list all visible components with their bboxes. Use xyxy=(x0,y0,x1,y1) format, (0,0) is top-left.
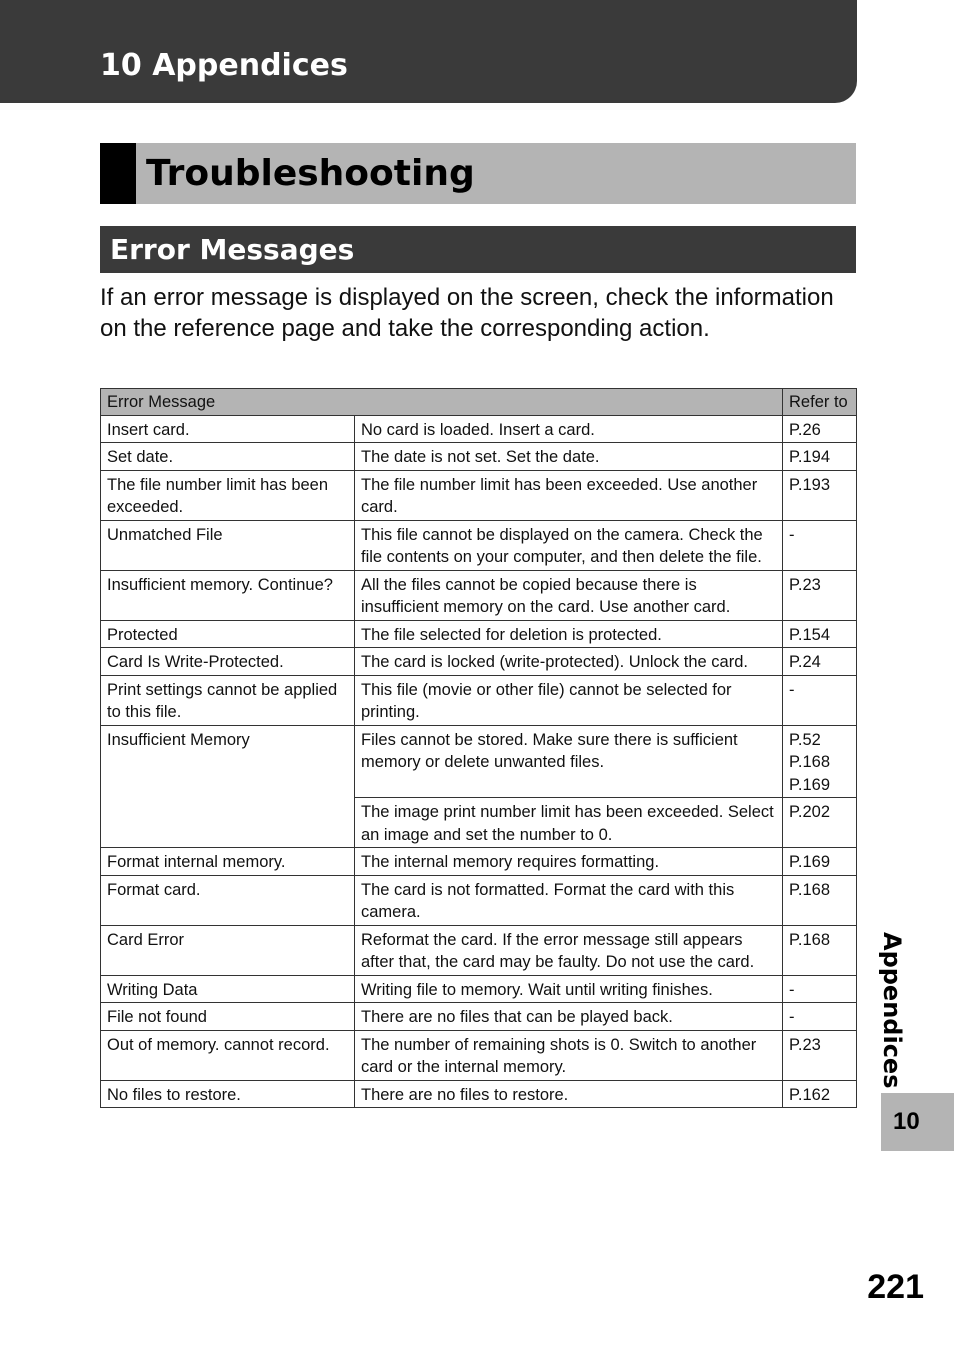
table-row xyxy=(101,570,857,620)
description-cell: The date is not set. Set the date. xyxy=(355,443,783,471)
header-error-message: Error Message xyxy=(101,389,783,416)
table-row xyxy=(101,875,857,925)
description-cell: All the files cannot be copied because there is insufficient memory on the card. Use another card. xyxy=(355,570,783,620)
error-message-cell: File not found xyxy=(101,1003,355,1031)
refer-to-cell: P.168 xyxy=(783,925,857,975)
refer-to-cell: P.168 xyxy=(783,875,857,925)
table-row xyxy=(101,443,857,471)
description-cell: The number of remaining shots is 0. Switch to another card or the internal memory. xyxy=(355,1030,783,1080)
section-header-bar xyxy=(100,143,856,204)
table-row xyxy=(101,1030,857,1080)
description-cell: There are no files to restore. xyxy=(355,1080,783,1108)
error-message-cell: Format internal memory. xyxy=(101,848,355,876)
refer-to-cell: P.24 xyxy=(783,648,857,676)
refer-to-cell: - xyxy=(783,1003,857,1031)
intro-paragraph: If an error message is displayed on the screen, check the information on the reference page and take the corresponding action. xyxy=(100,284,834,342)
refer-to-cell: - xyxy=(783,675,857,725)
refer-to-cell: P.162 xyxy=(783,1080,857,1108)
refer-to-cell: P.23 xyxy=(783,1030,857,1080)
error-message-cell: Card Error xyxy=(101,925,355,975)
description-cell: The file number limit has been exceeded. Use another card. xyxy=(355,470,783,520)
error-message-cell: The file number limit has been exceeded. xyxy=(101,470,355,520)
error-message-cell: Out of memory. cannot record. xyxy=(101,1030,355,1080)
section-marker xyxy=(100,143,136,204)
subsection-title: Error Messages xyxy=(110,233,355,266)
refer-to-cell: - xyxy=(783,520,857,570)
error-message-cell: Protected xyxy=(101,620,355,648)
description-cell: Writing file to memory. Wait until writing finishes. xyxy=(355,975,783,1003)
table-row xyxy=(101,725,857,798)
table-row xyxy=(101,848,857,876)
error-message-cell: No files to restore. xyxy=(101,1080,355,1108)
side-tab-label: Appendices xyxy=(878,932,906,1089)
error-message-cell: Insufficient memory. Continue? xyxy=(101,570,355,620)
refer-to-cell: P.26 xyxy=(783,415,857,443)
table-row xyxy=(101,1003,857,1031)
side-tab-number: 10 xyxy=(893,1108,920,1135)
refer-to-cell: P.193 xyxy=(783,470,857,520)
description-cell: The card is not formatted. Format the card with this camera. xyxy=(355,875,783,925)
error-message-cell: Insert card. xyxy=(101,415,355,443)
header-refer-to: Refer to xyxy=(783,389,857,416)
refer-to-cell: P.154 xyxy=(783,620,857,648)
description-cell: The internal memory requires formatting. xyxy=(355,848,783,876)
table-row xyxy=(101,520,857,570)
error-message-cell: Card Is Write-Protected. xyxy=(101,648,355,676)
description-cell: Reformat the card. If the error message still appears after that, the card may be faulty. Do not use the card. xyxy=(355,925,783,975)
description-cell: The card is locked (write-protected). Unlock the card. xyxy=(355,648,783,676)
error-message-cell: Unmatched File xyxy=(101,520,355,570)
description-cell: There are no files that can be played back. xyxy=(355,1003,783,1031)
refer-to-cell: P.194 xyxy=(783,443,857,471)
error-messages-table xyxy=(100,388,857,1108)
chapter-header-bar xyxy=(0,0,857,103)
error-message-cell: Writing Data xyxy=(101,975,355,1003)
description-cell: This file cannot be displayed on the camera. Check the file contents on your computer, and then delete the file. xyxy=(355,520,783,570)
side-tab xyxy=(881,1093,954,1151)
chapter-title: 10 Appendices xyxy=(100,48,348,83)
error-message-cell: Format card. xyxy=(101,875,355,925)
description-cell: The file selected for deletion is protected. xyxy=(355,620,783,648)
page-number: 221 xyxy=(867,1268,924,1306)
description-cell: This file (movie or other file) cannot be selected for printing. xyxy=(355,675,783,725)
table-row xyxy=(101,925,857,975)
refer-to-cell: P.52 P.168 P.169 xyxy=(783,725,857,798)
table-row xyxy=(101,648,857,676)
section-title: Troubleshooting xyxy=(146,153,475,194)
error-message-cell: Set date. xyxy=(101,443,355,471)
description-cell: No card is loaded. Insert a card. xyxy=(355,415,783,443)
refer-to-cell: P.169 xyxy=(783,848,857,876)
table-row xyxy=(101,415,857,443)
refer-to-cell: P.202 xyxy=(783,798,857,848)
refer-to-cell: P.23 xyxy=(783,570,857,620)
error-message-cell: Insufficient Memory xyxy=(101,725,355,848)
subsection-header-bar xyxy=(100,226,856,273)
description-cell: The image print number limit has been exceeded. Select an image and set the number to 0. xyxy=(355,798,783,848)
table-row xyxy=(101,1080,857,1108)
table-row xyxy=(101,975,857,1003)
table-header-row xyxy=(101,389,857,416)
table-row xyxy=(101,620,857,648)
refer-to-cell: - xyxy=(783,975,857,1003)
table-row xyxy=(101,675,857,725)
error-message-cell: Print settings cannot be applied to this file. xyxy=(101,675,355,725)
description-cell: Files cannot be stored. Make sure there is sufficient memory or delete unwanted files. xyxy=(355,725,783,798)
table-row xyxy=(101,470,857,520)
